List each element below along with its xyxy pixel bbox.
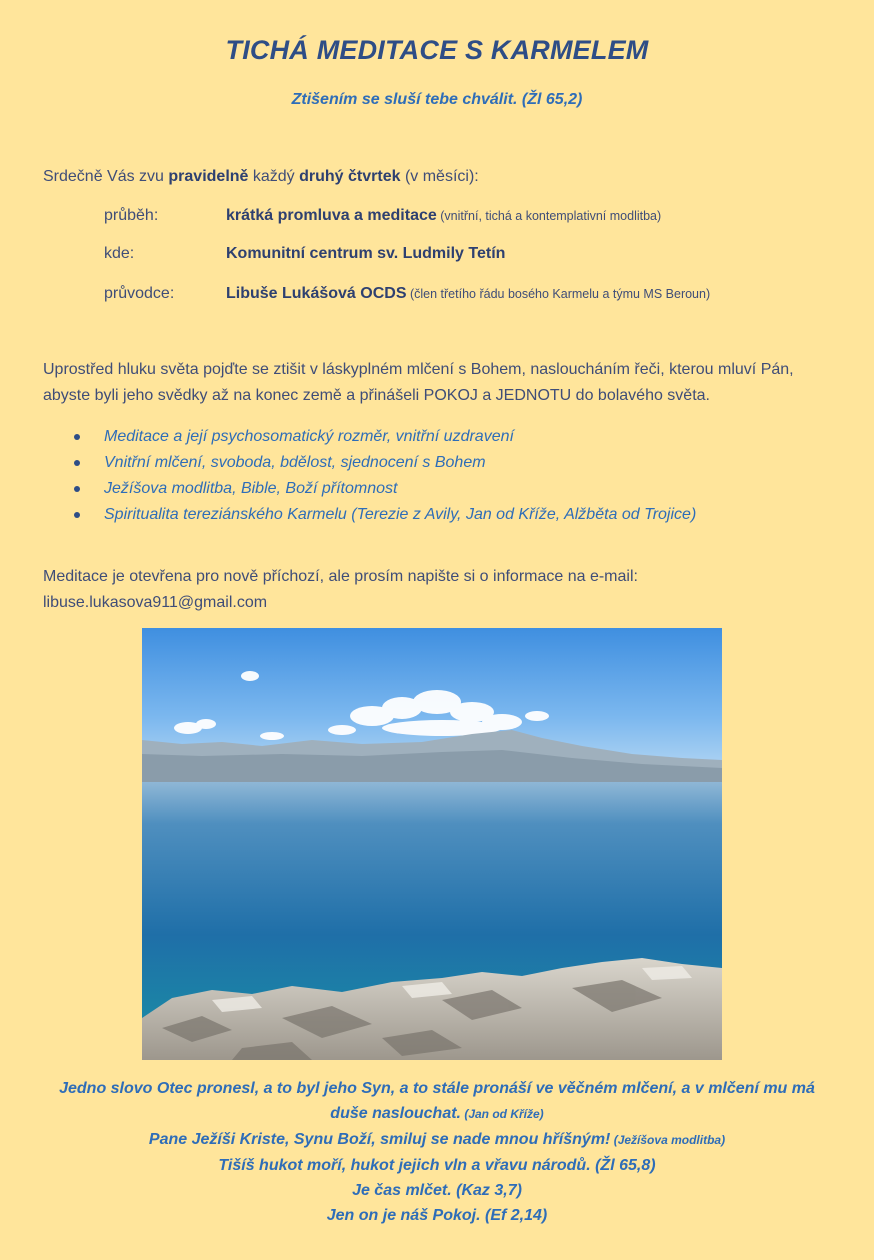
detail-row-location xyxy=(104,245,844,263)
contact-paragraph xyxy=(43,564,833,616)
topic-text: Ježíšova modlitba, Bible, Boží přítomnost xyxy=(104,480,398,497)
detail-value: Libuše Lukášová OCDS xyxy=(226,285,407,302)
invitation-bold-2: druhý čtvrtek xyxy=(299,168,401,185)
detail-value: Komunitní centrum sv. Ludmily Tetín xyxy=(226,245,506,262)
sea-photo xyxy=(142,628,722,1060)
bullet-icon xyxy=(74,460,80,466)
detail-row-program xyxy=(104,207,844,225)
invitation-bold-1: pravidelně xyxy=(168,168,249,185)
detail-label: průběh: xyxy=(104,207,159,224)
quote-text: Jedno slovo Otec pronesl, a to byl jeho Syn, a to stále pronáší ve věčném mlčení, a v mlčení mu má duše naslouchat. xyxy=(59,1080,815,1122)
closing-quotes xyxy=(40,1076,834,1228)
topic-text: Spiritualita tereziánského Karmelu (Terezie z Avily, Jan od Kříže, Alžběta od Trojice) xyxy=(104,506,697,523)
list-item xyxy=(71,424,696,450)
list-item xyxy=(71,502,696,528)
quote-4: Je čas mlčet. (Kaz 3,7) xyxy=(352,1182,522,1199)
detail-label: průvodce: xyxy=(104,285,175,302)
bullet-icon xyxy=(74,486,80,492)
detail-label: kde: xyxy=(104,245,135,262)
detail-note: (vnitřní, tichá a kontemplativní modlitba) xyxy=(436,209,662,223)
quote-text: Pane Ježíši Kriste, Synu Boží, smiluj se nade mnou hříšným! xyxy=(148,1131,611,1148)
invitation-line xyxy=(43,168,479,186)
invitation-text-2: každý xyxy=(248,168,300,185)
bullet-icon xyxy=(74,512,80,518)
page-title: TICHÁ MEDITACE S KARMELEM xyxy=(225,35,649,65)
quote-source: (Jan od Kříže) xyxy=(461,1107,544,1121)
detail-row-guide xyxy=(104,285,844,303)
sea-landscape-image xyxy=(142,628,722,1060)
subtitle-quote: Ztišením se sluší tebe chválit. (Žl 65,2) xyxy=(291,91,583,108)
quote-3: Tišíš hukot moří, hukot jejich vln a vřavu národů. (Žl 65,8) xyxy=(218,1157,656,1174)
contact-text: Meditace je otevřena pro nově příchozí, ale prosím napište si o informace na e-mail: xyxy=(43,568,638,585)
quote-source: (Ježíšova modlitba) xyxy=(610,1133,726,1147)
quote-2 xyxy=(40,1127,834,1153)
intro-paragraph: Uprostřed hluku světa pojďte se ztišit v láskyplném mlčení s Bohem, nasloucháním řeči, kterou mluví Pán, abyste byli jeho svědky až na konec země a přinášeli POKOJ a JEDNOTU do bolavého světa. xyxy=(43,361,794,404)
invitation-text-1: Srdečně Vás zvu xyxy=(43,168,169,185)
list-item xyxy=(71,476,696,502)
invitation-text-3: (v měsíci): xyxy=(400,168,479,185)
bullet-icon xyxy=(74,434,80,440)
topic-text: Meditace a její psychosomatický rozměr, vnitřní uzdravení xyxy=(104,428,514,445)
topic-text: Vnitřní mlčení, svoboda, bdělost, sjednocení s Bohem xyxy=(104,454,486,471)
contact-email: libuse.lukasova911@gmail.com xyxy=(43,594,268,611)
detail-value: krátká promluva a meditace xyxy=(226,207,437,224)
topics-list xyxy=(71,424,696,528)
quote-1 xyxy=(40,1076,834,1127)
list-item xyxy=(71,450,696,476)
detail-note: (člen třetího řádu bosého Karmelu a týmu MS Beroun) xyxy=(406,287,711,301)
quote-5: Jen on je náš Pokoj. (Ef 2,14) xyxy=(326,1207,548,1224)
